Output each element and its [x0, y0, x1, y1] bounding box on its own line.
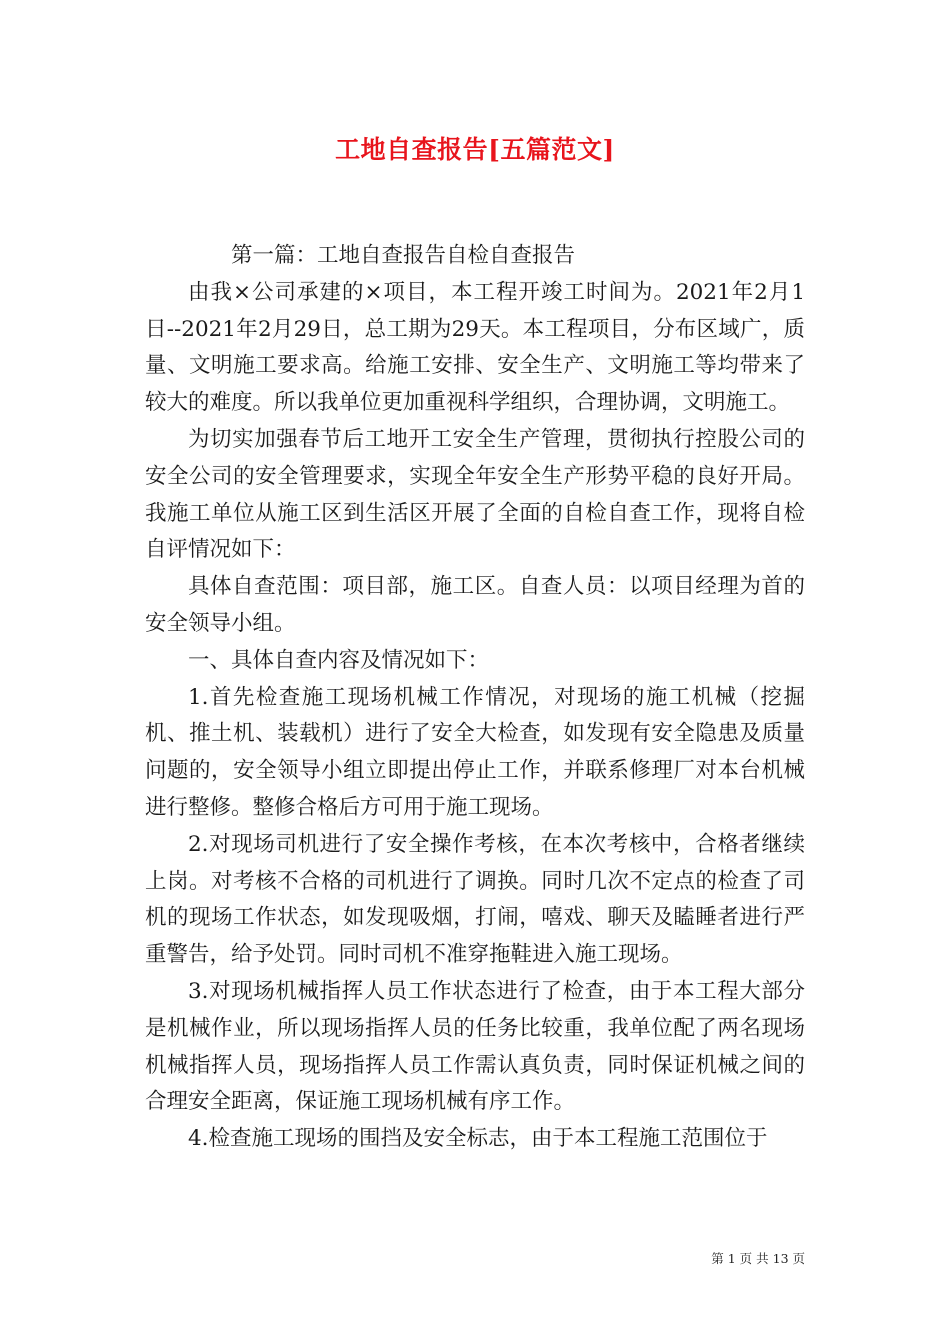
paragraph-item-3: 3.对现场机械指挥人员工作状态进行了检查，由于本工程大部分是机械作业，所以现场指挥人员的任务比较重，我单位配了两名现场机械指挥人员，现场指挥人员工作需认真负责，同时保证机械之间的合理安全距离，保证施工现场机械有序工作。 — [145, 978, 805, 1115]
paragraph-item-4: 4.检查施工现场的围挡及安全标志，由于本工程施工范围位于 — [188, 1126, 768, 1152]
document-body — [145, 238, 805, 1158]
document-title: 工地自查报告[五篇范文] — [335, 135, 615, 164]
paragraph-item-2: 2.对现场司机进行了安全操作考核，在本次考核中，合格者继续上岗。对考核不合格的司机进行了调换。同时几次不定点的检查了司机的现场工作状态，如发现吸烟，打闹，嘻戏、聊天及瞌睡者进行严重警告，给予处罚。同时司机不准穿拖鞋进入施工现场。 — [145, 831, 805, 968]
paragraph-self-inspection-purpose: 为切实加强春节后工地开工安全生产管理，贯彻执行控股公司的安全公司的安全管理要求，实现全年安全生产形势平稳的良好开局。我施工单位从施工区到生活区开展了全面的自检自查工作，现将自检自评情况如下： — [145, 426, 805, 563]
page-number-footer: 第 1 页 共 13 页 — [711, 1251, 805, 1266]
paragraph-list-heading: 一、具体自查内容及情况如下： — [188, 647, 490, 673]
paragraph-project-overview: 由我×公司承建的×项目，本工程开竣工时间为。2021年2月1日--2021年2月29日，总工期为29天。本工程项目，分布区域广，质量、文明施工要求高。给施工安排、安全生产、文明施工等均带来了较大的难度。所以我单位更加重视科学组织，合理协调，文明施工。 — [145, 279, 805, 416]
section-heading: 第一篇：工地自查报告自检自查报告 — [231, 243, 576, 268]
paragraph-inspection-scope: 具体自查范围：项目部，施工区。自查人员：以项目经理为首的安全领导小组。 — [145, 574, 805, 636]
paragraph-item-1: 1.首先检查施工现场机械工作情况，对现场的施工机械（挖掘机、推土机、装载机）进行了安全大检查，如发现有安全隐患及质量问题的，安全领导小组立即提出停止工作，并联系修理厂对本台机械进行整修。整修合格后方可用于施工现场。 — [145, 684, 805, 820]
